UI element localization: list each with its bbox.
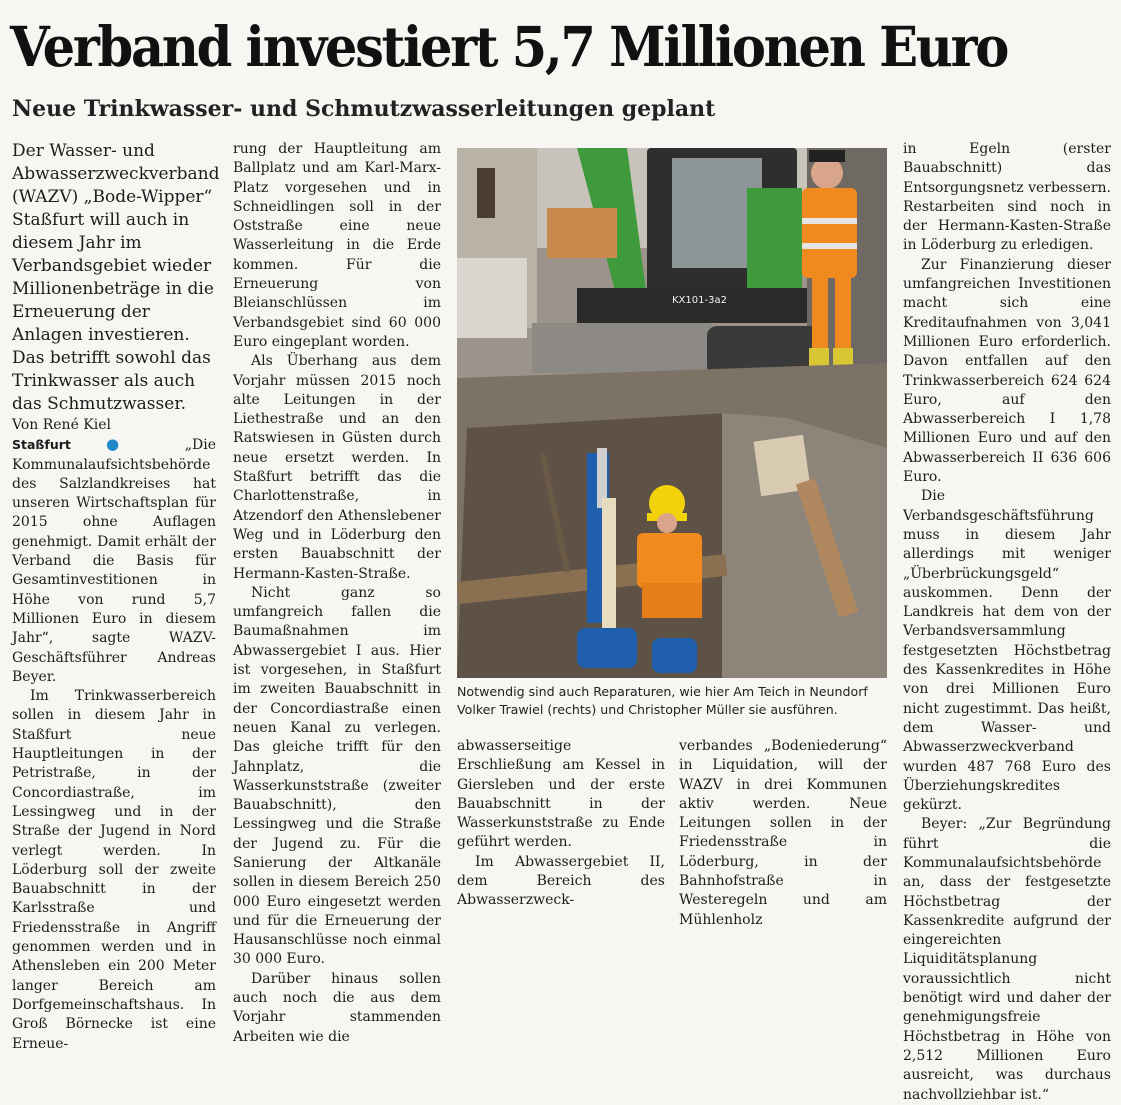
paragraph-text: „Die Kommunalaufsichtsbehörde des Salzlandkreises hat unseren Wirtschaftsplan für 2015 ohne Auflagen genehmigt. Damit erhält der Verband die Basis für Gesamtinvestitionen in Höhe von rund 5,7 Millionen Euro in diesem Jahr“, sagte WAZV-Geschäftsführer Andreas Beyer.	[12, 437, 217, 685]
body-paragraph: Im Abwassergebiet II, dem Bereich des Abwasserzweck-	[457, 853, 665, 909]
body-paragraph: in Egeln (erster Bauabschnitt) das Entsorgungsnetz verbessern. Restarbeiten sind noch in der Hermann-Kasten-Straße in Löderburg zu erledigen.	[903, 141, 1112, 254]
caption-line: Notwendig sind auch Reparaturen, wie hier Am Teich in Neundorf	[457, 684, 868, 699]
excavator-blade	[532, 323, 712, 373]
article-photo	[457, 148, 887, 678]
body-paragraph: abwasserseitige Erschließung am Kessel in Giersleben und der erste Bauabschnitt in der Wasserkunststraße zu Ende geführt werden.	[457, 738, 665, 851]
valve-fitting	[577, 628, 637, 668]
white-fence	[457, 258, 527, 338]
body-paragraph: verbandes „Bodeniederung“ in Liquidation, will der WAZV in drei Kommunen aktiv werden. Neue Leitungen sollen in der Friedensstraße in Löderburg, in der Bahnhofstraße in Westeregeln und am Mühlenholz	[679, 738, 887, 928]
column-3	[457, 737, 665, 911]
body-paragraph: Die Verbandsgeschäftsführung muss in diesem Jahr allerdings mit weniger „Überbrückungsgeld“ auskommen. Denn der Landkreis hat dem von der Verbandsversammlung festgesetzten Höchstbetrag des Kassenkredites in Höhe von drei Millionen Euro nicht zugestimmt. Das heißt, dem Wasser- und Abwasserzweckverband wurden 487 768 Euro des Überziehungskredites gekürzt.	[903, 488, 1111, 814]
column-5	[903, 140, 1111, 1105]
column-4	[679, 737, 887, 930]
column-1	[12, 140, 220, 1054]
headline: Verband investiert 5,7 Millionen Euro	[10, 14, 1008, 79]
body-paragraph	[12, 435, 216, 687]
caption-line: Volker Trawiel (rechts) und Christopher Müller sie ausführen.	[457, 702, 838, 717]
body-paragraph: Als Überhang aus dem Vorjahr müssen 2015 noch alte Leitungen in der Liethestraße und an den Ratswiesen in Güsten durch neue ersetzt werden. In Staßfurt betrifft das die Charlottenstraße, in Atzendorf den Athenslebener Weg und in Löderburg den ersten Bauabschnitt der Hermann-Kasten-Straße.	[233, 353, 441, 582]
dateline-dot-icon: ●	[105, 435, 150, 454]
dateline: Staßfurt	[12, 437, 71, 453]
body-paragraph: Nicht ganz so umfangreich fallen die Baumaßnahmen im Abwassergebiet I aus. Hier ist vorgesehen, in Staßfurt im zweiten Bauabschnitt in der Concordiastraße einen neuen Kanal zu verlegen. Das gleiche trifft für den Jahnplatz, die Wasserkunststraße (zweiter Bauabschnitt), den Lessingweg und die Straße der Jugend zu. Für die Sanierung der Altkanäle sollen in diesem Bereich 250 000 Euro eingesetzt werden und für die Erneuerung der Hausanschlüsse noch einmal 30 000 Euro.	[233, 584, 441, 968]
byline: Von René Kiel	[12, 417, 111, 433]
photo-caption	[457, 683, 897, 719]
body-paragraph: rung der Hauptleitung am Ballplatz und am Karl-Marx-Platz vorgesehen und in Schneidlingen soll in der Oststraße eine neue Wasserleitung in die Erde kommen. Für die Erneuerung von Bleianschlüssen im Verbandsgebiet sind 60 000 Euro eingeplant worden.	[233, 141, 441, 350]
lead-paragraph: Der Wasser- und Abwasserzweckverband (WAZV) „Bode-Wipper“ Staßfurt will auch in diesem Jahr im Verbandsgebiet wieder Millionenbeträge in die Erneuerung der Anlagen investieren. Das betrifft sowohl das Trinkwasser als auch das Schmutzwasser.	[12, 141, 220, 414]
window	[477, 168, 495, 218]
body-paragraph: Im Trinkwasserbereich sollen in diesem Jahr in Staßfurt neue Hauptleitungen in der Petristraße, in der Concordiastraße, im Lessingweg und in der Straße der Jugend in Nord verlegt werden. In Löderburg soll der zweite Bauabschnitt in der Karlsstraße und Friedensstraße in Angriff genommen werden und in Athensleben ein 200 Meter langer Bereich am Dorfgemeinschaftshaus. In Groß Börnecke ist eine Erneue-	[12, 688, 216, 1052]
column-2	[233, 140, 441, 1047]
body-paragraph: Zur Finanzierung dieser umfangreichen Investitionen macht sich eine Kreditaufnahmen von 3,041 Millionen Euro erforderlich. Davon entfallen auf den Trinkwasserbereich 624 624 Euro, auf den Abwasserbereich I 1,78 Millionen Euro und auf den Abwasserbereich II 636 606 Euro.	[903, 256, 1111, 486]
subheadline: Neue Trinkwasser- und Schmutzwasserleitungen geplant	[12, 96, 716, 122]
excavator-model-label: KX101-3a2	[672, 295, 727, 306]
body-paragraph: Beyer: „Zur Begründung führt die Kommunalaufsichtsbehörde an, dass der festgesetzte Höchstbetrag der Kassenkredite aufgrund der eingereichten Liquiditätsplanung voraussichtlich nicht benötigt wird und daher der genehmigungsfreie Höchstbetrag in Höhe von 2,512 Millionen Euro ausreicht, was durchaus nachvollziehbar ist.“	[903, 816, 1111, 1103]
excavation-scene-illustration	[457, 148, 887, 678]
body-paragraph: Darüber hinaus sollen auch noch die aus dem Vorjahr stammenden Arbeiten wie die	[233, 970, 441, 1045]
